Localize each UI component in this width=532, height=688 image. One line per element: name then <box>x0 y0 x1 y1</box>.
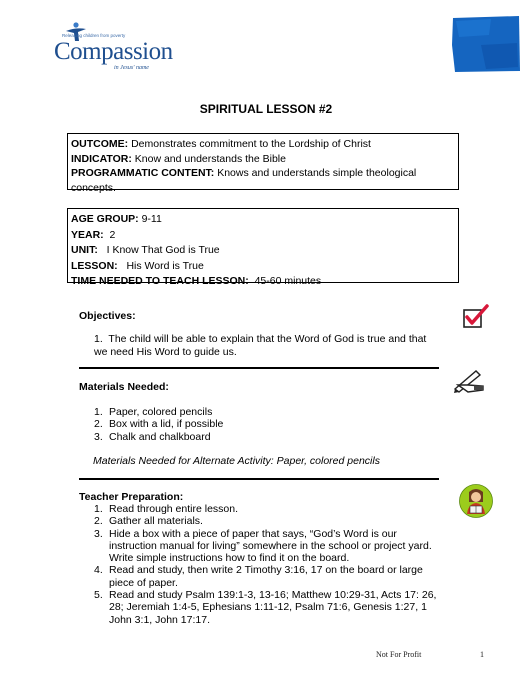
indicator-value: Know and understands the Bible <box>134 152 286 165</box>
age-label: AGE GROUP: <box>71 213 139 225</box>
time-label: TIME NEEDED TO TEACH LESSON: <box>71 275 249 287</box>
pencil-pen-icon <box>452 368 486 394</box>
preparation-heading: Teacher Preparation: <box>79 491 184 503</box>
year-value: 2 <box>109 228 116 241</box>
objectives-heading: Objectives: <box>79 310 136 322</box>
list-item: 1. Read through entire lesson. <box>94 503 238 515</box>
indicator-label: INDICATOR: <box>71 152 132 165</box>
footer-text: Not For Profit <box>376 650 422 659</box>
objective-number: 1. <box>94 333 103 345</box>
unit-label: UNIT: <box>71 244 98 256</box>
outcome-row <box>71 137 455 152</box>
time-value: 45-60 minutes <box>254 275 322 287</box>
year-label: YEAR: <box>71 228 104 241</box>
year-row <box>71 228 455 244</box>
section-divider-2 <box>79 478 439 480</box>
unit-row <box>71 243 455 259</box>
logo-wordmark: Compassion <box>54 38 173 65</box>
page-number: 1 <box>480 650 484 659</box>
blue-corner-block <box>451 15 521 73</box>
materials-list <box>94 406 434 443</box>
outcome-label: OUTCOME: <box>71 138 129 150</box>
list-item: 3. Hide a box with a piece of paper that says, “God’s Word is our instruction manual for living” somewhere in the school or project yard. Write simple instructions how to find it on the board. <box>94 527 432 565</box>
objective-text: The child will be able to explain that the Word of God is true and that we need His Word to guide us. <box>94 333 427 358</box>
outcome-value: Demonstrates commitment to the Lordship of Christ <box>131 138 371 150</box>
outcome-box <box>67 133 459 194</box>
lesson-row <box>71 259 455 275</box>
unit-value: I Know That God is True <box>106 244 220 256</box>
preparation-list <box>94 503 442 626</box>
compassion-logo <box>54 22 174 70</box>
list-item: 3. Chalk and chalkboard <box>94 430 211 443</box>
objectives-item <box>94 333 439 358</box>
lesson-info-box <box>67 208 459 287</box>
teacher-reading-icon <box>458 483 494 519</box>
age-value: 9-11 <box>141 213 162 225</box>
page-title: SPIRITUAL LESSON #2 <box>199 102 333 116</box>
age-row <box>71 212 455 228</box>
alternate-materials: Materials Needed for Alternate Activity: Paper, colored pencils <box>93 455 380 467</box>
list-item: 2. Gather all materials. <box>94 515 203 528</box>
list-item: 4. Read and study, then write 2 Timothy 3:16, 17 on the board or large piece of paper. <box>94 564 423 589</box>
checkbox-check-icon <box>462 304 490 330</box>
indicator-row <box>71 152 455 167</box>
lesson-value: His Word is True <box>126 259 204 272</box>
time-row <box>71 274 455 290</box>
logo-subline: in Jesus' name <box>114 65 149 71</box>
logo-tagline: Releasing children from poverty <box>62 33 126 38</box>
section-divider-1 <box>79 367 439 369</box>
materials-heading: Materials Needed: <box>79 381 169 393</box>
list-item: 5. Read and study Psalm 139:1-3, 13-16; Matthew 10:29-31, Acts 17: 26, 28; Jeremiah 1:4-5, Ephesians 1:11-12, Psalm 71:6, Genesis 1:27, 1 John 3:1, John 17:17. <box>94 589 437 626</box>
list-item: 1. Paper, colored pencils <box>94 406 213 418</box>
programmatic-value: Knows and understands simple theological concepts. <box>71 167 417 194</box>
list-item: 2. Box with a lid, if possible <box>94 418 224 431</box>
lesson-label: LESSON: <box>71 259 118 272</box>
programmatic-label: PROGRAMMATIC CONTENT: <box>71 167 215 179</box>
programmatic-row <box>71 166 455 195</box>
